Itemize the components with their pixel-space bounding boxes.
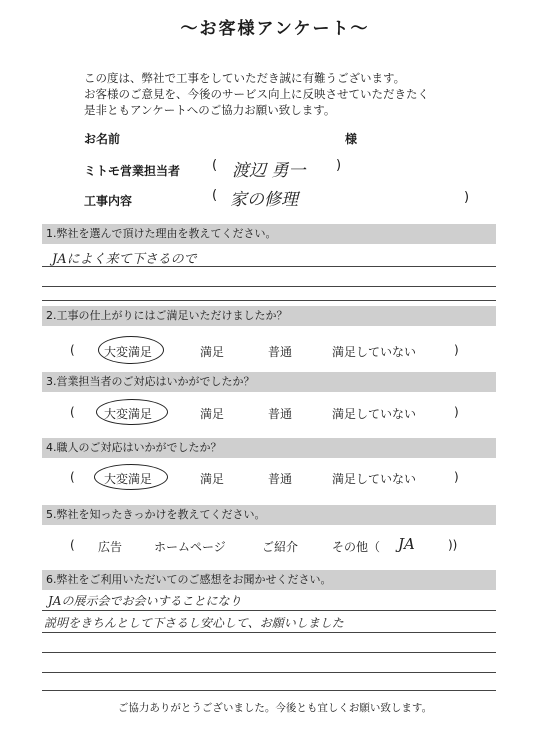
staff-label: ミトモ営業担当者 (84, 164, 181, 178)
answer-line (42, 266, 496, 267)
option-satisfied[interactable]: 満足 (200, 345, 225, 359)
answer-6-line: 説明をきちんとして下さるし安心して、お願いしました (44, 616, 344, 630)
option-not-satisfied[interactable]: 満足していない (332, 472, 417, 486)
paren-close: ) (336, 158, 342, 173)
answer-line (42, 300, 496, 301)
question-2: 2.工事の仕上がりにはご満足いただけましたか？ (42, 306, 496, 326)
question-6: 6.弊社をご利用いただいてのご感想をお聞かせください。 (42, 570, 496, 590)
option-not-satisfied[interactable]: 満足していない (332, 407, 417, 421)
option-satisfied[interactable]: 満足 (200, 407, 225, 421)
paren-close: ) (454, 470, 459, 484)
name-suffix: 様 (345, 132, 358, 146)
answer-line (42, 610, 496, 611)
work-value: 家の修理 (230, 190, 298, 210)
name-label: お名前 (84, 132, 121, 146)
intro-line: お客様のご意見を、今後のサービス向上に反映させていただきたく (84, 87, 429, 101)
option-referral[interactable]: ご紹介 (262, 540, 299, 554)
options-q3 (0, 405, 550, 425)
question-1: 1.弊社を選んで頂けた理由を教えてください。 (42, 224, 496, 244)
intro-text (84, 70, 524, 118)
paren-open: ( (70, 343, 75, 357)
option-neutral[interactable]: 普通 (268, 345, 293, 359)
intro-line: 是非ともアンケートへのご協力お願い致します。 (84, 103, 336, 117)
answer-line (42, 690, 496, 691)
options-q2 (0, 343, 550, 363)
option-neutral[interactable]: 普通 (268, 407, 293, 421)
answer-line (42, 286, 496, 287)
option-other[interactable]: その他（ (332, 540, 381, 554)
work-label: 工事内容 (84, 194, 133, 208)
paren-open: ( (70, 470, 75, 484)
question-5: 5.弊社を知ったきっかけを教えてください。 (42, 505, 496, 525)
page-title: ～お客様アンケート～ (180, 19, 370, 39)
option-very-satisfied[interactable]: 大変満足 (104, 345, 153, 359)
option-satisfied[interactable]: 満足 (200, 472, 225, 486)
question-4: 4.職人のご対応はいかがでしたか？ (42, 438, 496, 458)
option-very-satisfied[interactable]: 大変満足 (104, 472, 153, 486)
options-q4 (0, 470, 550, 490)
paren-open: ( (212, 188, 218, 203)
answer-6-line: JAの展示会でお会いすることになり (48, 594, 242, 608)
paren-open: ( (70, 405, 75, 419)
paren-open: ( (70, 538, 75, 552)
paren-close: )) (448, 538, 458, 552)
option-homepage[interactable]: ホームページ (154, 540, 226, 554)
paren-close: ) (464, 190, 470, 205)
option-neutral[interactable]: 普通 (268, 472, 293, 486)
option-not-satisfied[interactable]: 満足していない (332, 345, 417, 359)
answer-line (42, 672, 496, 673)
staff-value: 渡辺 勇一 (232, 161, 306, 181)
other-value: JA (398, 535, 415, 553)
footer-text: ご協力ありがとうございました。今後とも宜しくお願い致します。 (117, 702, 433, 714)
intro-line: この度は、弊社で工事をしていただき誠に有難うございます。 (84, 71, 406, 85)
answer-line (42, 652, 496, 653)
paren-close: ) (454, 405, 459, 419)
question-3: 3.営業担当者のご対応はいかがでしたか？ (42, 372, 496, 392)
answer-line (42, 632, 496, 633)
paren-open: ( (212, 158, 218, 173)
options-q5 (0, 535, 550, 558)
option-ad[interactable]: 広告 (98, 540, 123, 554)
answer-1: JAによく来て下さるので (52, 252, 197, 267)
paren-close: ) (454, 343, 459, 357)
option-very-satisfied[interactable]: 大変満足 (104, 407, 153, 421)
